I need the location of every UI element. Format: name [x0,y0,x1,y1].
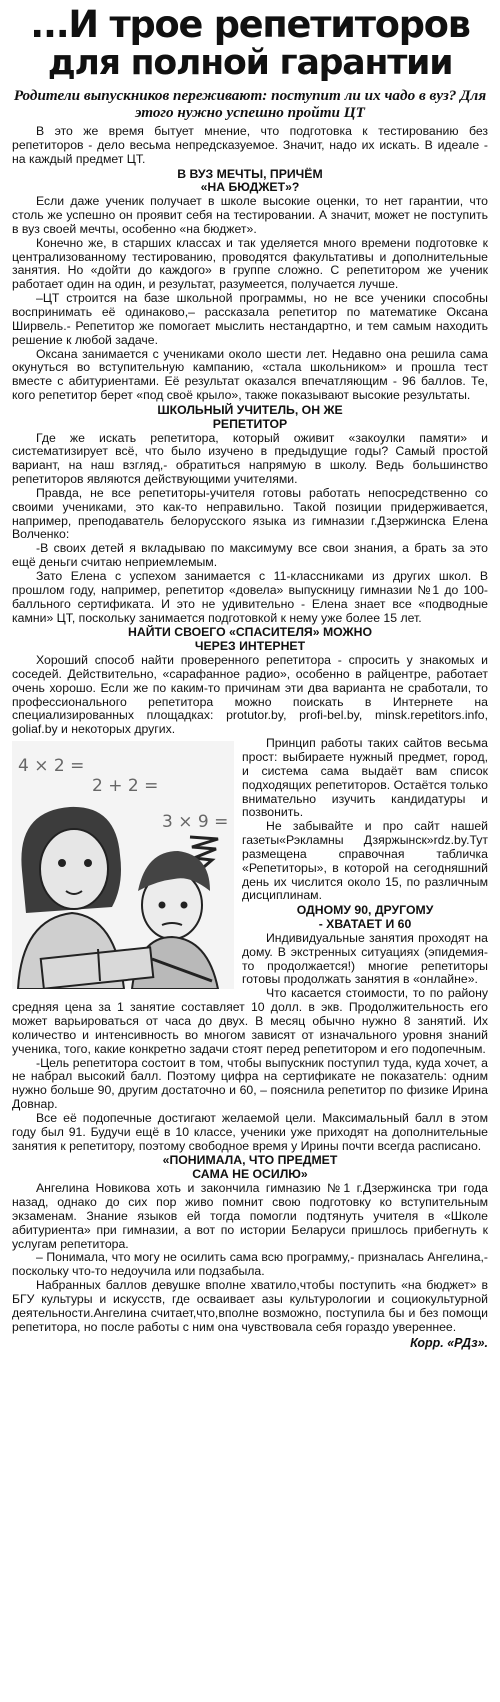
section-heading-line: ОДНОМУ 90, ДРУГОМУ [296,903,434,918]
section-heading-line: В ВУЗ МЕЧТЫ, ПРИЧЁМ [177,166,323,181]
section-heading-line: РЕПЕТИТОР [212,416,288,431]
body-paragraph: Не забывайте и про сайт нашей газеты«Рэкламны Дзяржынск»rdz.by.Тут размещена справочная табличка «Репетиторы», в которой на сегодняшний день их числится около 15, по различным дисциплинам. [242,819,488,903]
lead-paragraph: В это же время бытует мнение, что подготовка к тестированию без репетиторов - дело весьма непредсказуемое. Значит, надо их искать. В идеале - на каждый предмет ЦТ. [12,124,488,166]
formula-text: 3 × 9 = [162,812,229,833]
body-paragraph: Принцип работы таких сайтов весьма прост: выбираете нужный предмет, город, и система сама выдаёт вам список подходящих репетиторов. Остаётся только внимательно изучить кандидатуры и позвонить. [242,736,488,820]
tutor-illustration [12,741,234,989]
body-paragraph: Набранных баллов девушке вполне хватило,чтобы поступить «на бюджет» в БГУ культуры и искусств, где осваивает азы культурологии и социокультурной деятельности.Ангелина считает,что,вполне возможно, поступила бы и без помощи репетитора, но после работы с ним она чувствовала себя гораздо увереннее. [12,1278,488,1334]
formula-text: 2 + 2 = [92,776,159,797]
formula-text: 4 × 2 = [18,756,85,777]
article [12,0,488,1702]
section-heading-line: НАЙТИ СВОЕГО «СПАСИТЕЛЯ» МОЖНО [128,625,372,640]
body-paragraph: Если даже ученик получает в школе высокие оценки, то нет гарантии, что столь же успешно он проявит себя на тестировании. А значит, может не поступить в вуз своей мечты, особенно «на бюджет». [12,194,488,236]
body-paragraph: Правда, не все репетиторы-учителя готовы работать непосредственно со своими учениками, это как-то неправильно. Такой позиции придерживается, например, преподаватель белорусского языка из гимназии г.Дзержинска Елена Волченко: [12,485,488,542]
quote-paragraph: – Понимала, что могу не осилить сама всю программу,- призналась Ангелина,- поскольку что-то недоучила или подзабыла. [12,1250,488,1279]
body-paragraph: –ЦТ строится на базе школьной программы, но не все ученики способны воспринимать её одинаково,– рассказала репетитор по математике Оксана Ширвель.- Репетитор же помогает мыслить нестандартно, и тем самым находить решение к любой задаче. [12,291,488,347]
headline-line-2: для полной гарантии [47,43,453,83]
section-heading-line: - ХВАТАЕТ И 60 [318,917,412,932]
body-paragraph: Где же искать репетитора, который оживит «закоулки памяти» и систематизирует всё, что было изучено в предыдущие годы? Самый простой вариант, на наш взгляд,- обратиться напрямую в школу. Ведь большинство репетиторов являются действующими учителями. [12,430,488,487]
section-heading [12,1154,488,1182]
body-paragraph: Конечно же, в старших классах и так уделяется много времени подготовке к централизованному тестированию, проводятся факультативы и дополнительные занятия. Но «дойти до каждого» в группе сложно. С репетитором же ученик работает один на один, и результат, разумеется, получается лучше. [12,235,488,292]
section-heading [12,404,488,432]
body-paragraph: Оксана занимается с учениками около шести лет. Недавно она решила сама окунуться во вступительную кампанию, «стала школьником» и прошла тест вместе с абитуриентами. Её результат оказался впечатляющим - 96 баллов. Те, кого репетитор берет «под своё крыло», также показывают высокие результаты. [12,346,488,403]
body-paragraph: Что касается стоимости, то по району средняя цена за 1 занятие составляет 10 долл. в экв. Продолжительность его может варьироваться от часа до двух. В месяц обычно нужно 8 занятий. Их количество и интенсивность во многом зависят от изначального уровня знаний ученика, того, какие конкретно задачи стоят перед репетитором и его подопечным. [12,986,488,1056]
body-paragraph: Зато Елена с успехом занимается с 11-классниками из других школ. В прошлом году, например, репетитор «довела» выпускницу гимназии №1 до 100-балльного сертификата. И это не удивительно - Елена знает все «подводные камни» ЦТ, поскольку занимается подготовкой к нему уже более 15 лет. [12,569,488,625]
section-heading [12,168,488,196]
section-heading-line: САМА НЕ ОСИЛЮ» [192,1167,308,1182]
quote-paragraph: -Цель репетитора состоит в том, чтобы выпускник поступил туда, куда хочет, а не набрал высокий балл. Поэтому цифра на сертификате не показатель: одним нужно больше 90, другим достаточно и 60, – пояснила репетитор по физике Ирина Довнар. [12,1055,488,1112]
subheadline: Родители выпускников переживают: поступит ли их чадо в вуз? Для этого нужно успешно пройти ЦТ [13,87,487,121]
section-heading-line: ЧЕРЕЗ ИНТЕРНЕТ [194,639,306,654]
body-paragraph: Ангелина Новикова хоть и закончила гимназию №1 г.Дзержинска три года назад, однако до сих пор живо помнит свою подготовку ко вступительным экзаменам. Знание языков ей тогда помогли подтянуть учителя в «Школе абитуриента» при гимназии, а вот по истории Беларуси пришлось прибегнуть к услугам репетитора. [12,1181,488,1251]
section-heading-line: ШКОЛЬНЫЙ УЧИТЕЛЬ, ОН ЖЕ [157,402,343,417]
section-heading-line: «ПОНИМАЛА, ЧТО ПРЕДМЕТ [162,1153,338,1168]
quote-paragraph: -В своих детей я вкладываю по максимуму все свои знания, а брать за это ещё деньги считаю неприемлемым. [12,541,488,570]
body-paragraph: Хороший способ найти проверенного репетитора - спросить у знакомых и соседей. Действительно, «сарафанное радио», особенно в райцентре, работает очень хорошо. Если же по каким-то причинам эти два варианта не сработали, то профессионального репетитора можно поискать в Интернете на специализированных площадках: protutor.by, profi-bel.by, minsk.repetitors.info, goliaf.by и некоторых других. [12,653,488,737]
body-paragraph: Все её подопечные достигают желаемой цели. Максимальный балл в этом году был 91. Будучи ещё в 10 классе, ученики уже приходят на дополнительные занятия к репетитору, поэтому свободное время у Ирины почти всегда расписано. [12,1110,488,1153]
author-signature: Корр. «РДз». [410,1336,488,1351]
body-paragraph: Индивидуальные занятия проходят на дому. В экстренных ситуациях (эпидемия-то продолжается!) многие репетиторы готовы продолжать занятия в «онлайне». [242,930,488,987]
section-heading-line: «НА БЮДЖЕТ»? [200,180,300,195]
headline-line-1: ...И трое репетиторов [30,3,470,46]
section-heading [12,626,488,654]
